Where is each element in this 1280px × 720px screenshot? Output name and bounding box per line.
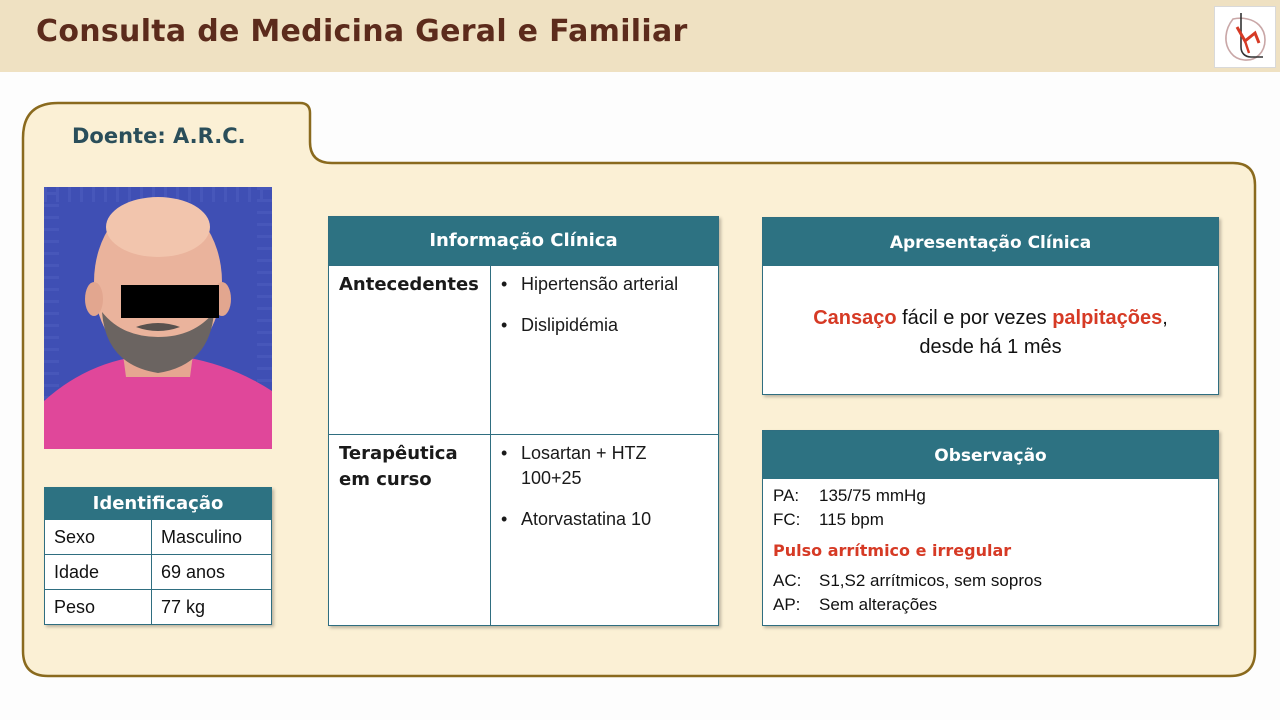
presentation-text [763, 304, 1218, 362]
auscultation-line [773, 569, 1218, 593]
presentation-duration: desde há 1 mês [919, 336, 1062, 358]
clinical-info-table [328, 216, 719, 626]
pulmonary-line [773, 593, 1218, 617]
weight-label: Peso [45, 590, 152, 625]
therapy-label: Terapêutica em curso [329, 435, 491, 625]
sex-label: Sexo [45, 520, 152, 555]
pa-label: PA: [773, 486, 800, 505]
identification-table [44, 487, 272, 625]
presentation-text-part: , [1162, 307, 1168, 329]
list-item: • Hipertensão arterial [501, 272, 711, 297]
ap-label: AP: [773, 595, 801, 614]
list-item: • Dislipidémia [501, 313, 711, 338]
ac-label: AC: [773, 571, 802, 590]
history-list [491, 266, 711, 354]
page-title: Consulta de Medicina Geral e Familiar [36, 14, 688, 49]
fc-value: 115 bpm [819, 510, 884, 529]
list-item: • Losartan + HTZ 100+25 [501, 441, 676, 491]
table-row [45, 520, 272, 555]
age-label: Idade [45, 555, 152, 590]
clinical-info-title: Informação Clínica [329, 217, 718, 265]
ac-value: S1,S2 arrítmicos, sem sopros [819, 571, 1042, 590]
patient-label: Doente: A.R.C. [72, 124, 246, 148]
list-item: • Atorvastatina 10 [501, 507, 711, 532]
table-row [45, 590, 272, 625]
blood-pressure-line [773, 484, 1218, 508]
age-value: 69 anos [152, 555, 272, 590]
clinical-presentation-box [762, 217, 1219, 395]
fc-label: FC: [773, 510, 801, 529]
history-row [329, 265, 718, 434]
observation-box [762, 430, 1219, 626]
pulse-alert: Pulso arrítmico e irregular [773, 541, 1012, 560]
identification-title: Identificação [45, 488, 272, 520]
observation-title: Observação [763, 431, 1218, 479]
presentation-title: Apresentação Clínica [763, 218, 1218, 266]
pa-value: 135/75 mmHg [819, 486, 926, 505]
therapy-list [491, 435, 711, 548]
presentation-text-part: fácil e por vezes [896, 307, 1053, 329]
symptom-palpitations: palpitações [1052, 307, 1163, 329]
sex-value: Masculino [152, 520, 272, 555]
weight-value: 77 kg [152, 590, 272, 625]
patient-photo [44, 187, 272, 449]
heart-rate-line [773, 508, 1218, 532]
therapy-row [329, 434, 718, 625]
table-row [45, 555, 272, 590]
symptom-fatigue: Cansaço [813, 307, 897, 329]
ap-value: Sem alterações [819, 595, 938, 614]
history-label: Antecedentes [329, 266, 491, 434]
